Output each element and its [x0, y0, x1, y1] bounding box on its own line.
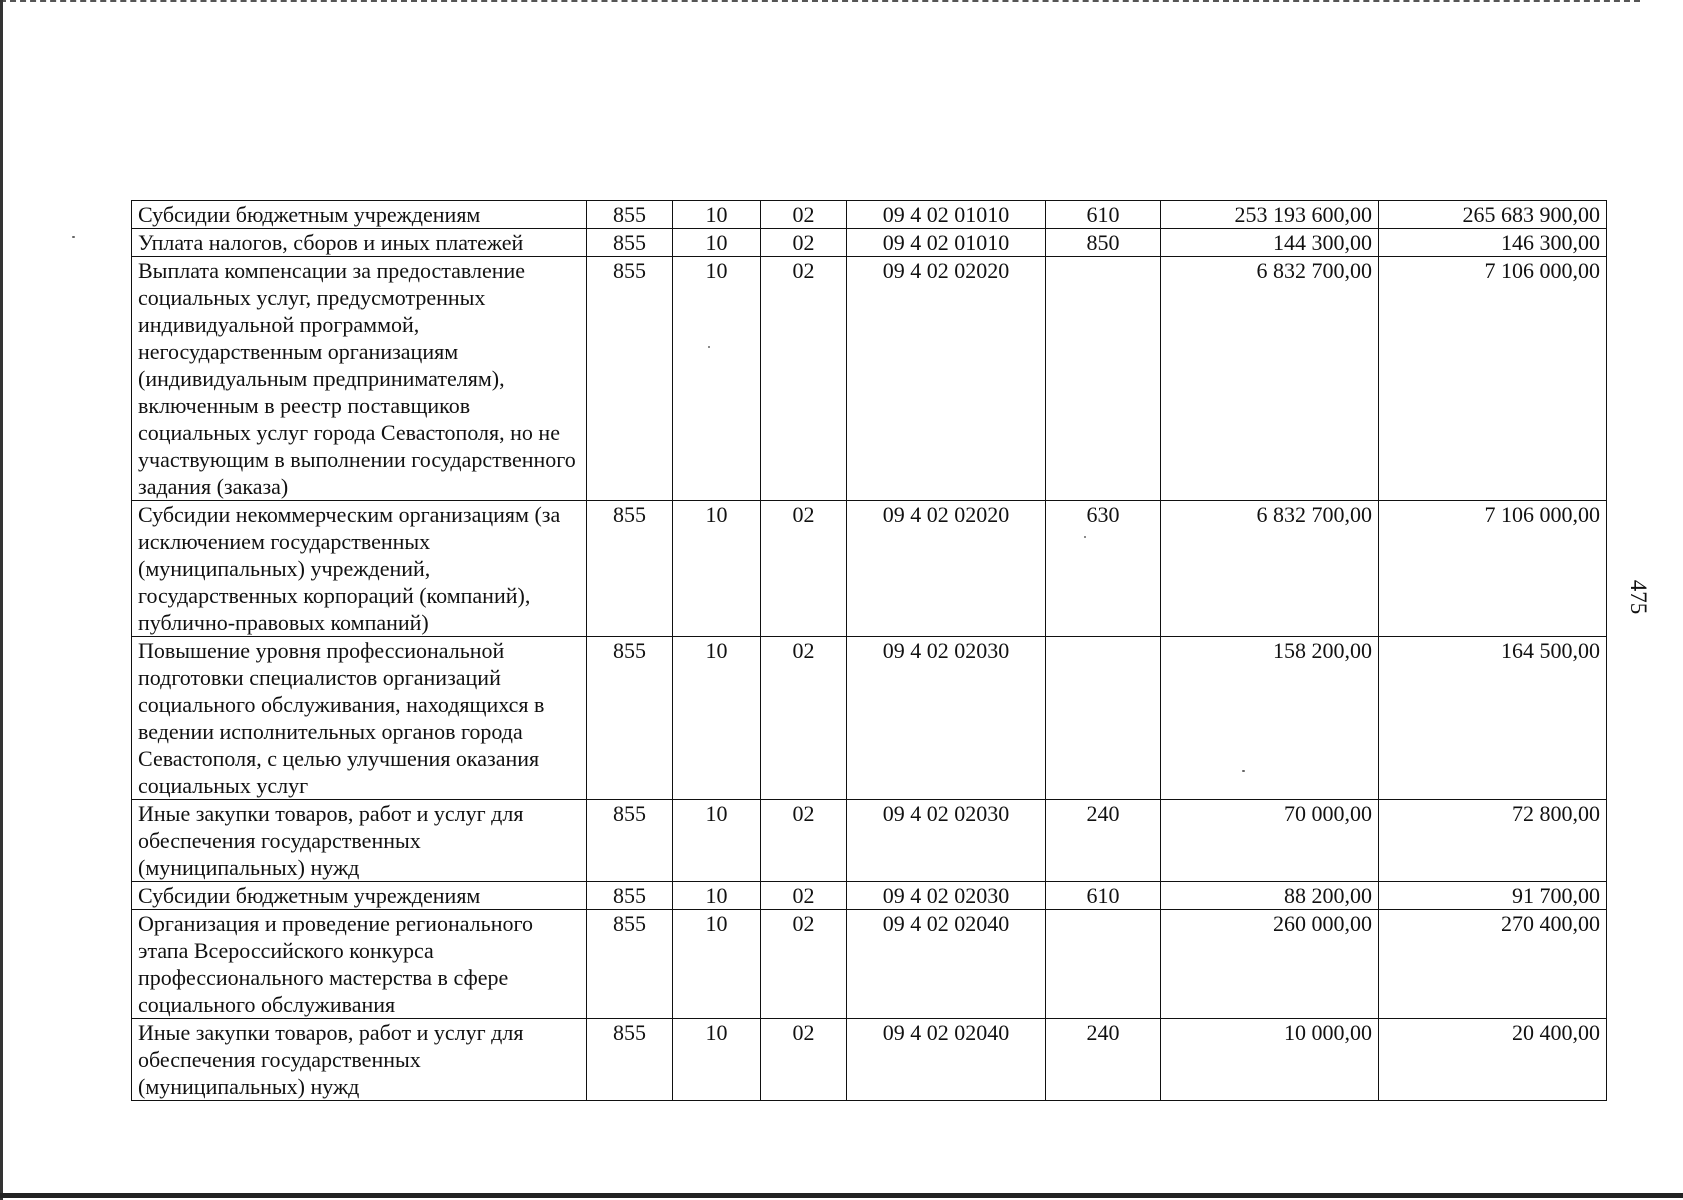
cell-expense-type-code: 850	[1046, 229, 1161, 257]
cell-target-article-code: 09 4 02 02030	[847, 637, 1046, 800]
cell-subsection-code: 02	[761, 257, 847, 501]
cell-target-article-code: 09 4 02 01010	[847, 229, 1046, 257]
cell-expense-type-code: 240	[1046, 1019, 1161, 1101]
scan-border-left	[0, 0, 3, 1200]
cell-target-article-code: 09 4 02 02030	[847, 882, 1046, 910]
cell-expense-name: Субсидии бюджетным учреждениям	[132, 201, 587, 229]
cell-target-article-code: 09 4 02 02040	[847, 910, 1046, 1019]
cell-amount-year-2: 7 106 000,00	[1379, 501, 1607, 637]
cell-section-code: 10	[673, 257, 761, 501]
cell-expense-name: Уплата налогов, сборов и иных платежей	[132, 229, 587, 257]
cell-ministry-code: 855	[587, 501, 673, 637]
cell-target-article-code: 09 4 02 02040	[847, 1019, 1046, 1101]
cell-ministry-code: 855	[587, 882, 673, 910]
budget-table	[131, 200, 1607, 1101]
cell-expense-name: Субсидии некоммерческим организациям (за исключением государственных (муниципальных) учреждений, государственных корпораций (компаний), публично-правовых компаний)	[132, 501, 587, 637]
cell-amount-year-2: 72 800,00	[1379, 800, 1607, 882]
table-row	[132, 501, 1607, 637]
cell-ministry-code: 855	[587, 257, 673, 501]
cell-ministry-code: 855	[587, 1019, 673, 1101]
table-row	[132, 229, 1607, 257]
cell-ministry-code: 855	[587, 201, 673, 229]
cell-amount-year-2: 20 400,00	[1379, 1019, 1607, 1101]
cell-expense-name: Повышение уровня профессиональной подготовки специалистов организаций социального обслуживания, находящихся в ведении исполнительных органов города Севастополя, с целью улучшения оказания социальных услуг	[132, 637, 587, 800]
cell-amount-year-2: 270 400,00	[1379, 910, 1607, 1019]
cell-amount-year-1: 10 000,00	[1161, 1019, 1379, 1101]
cell-section-code: 10	[673, 800, 761, 882]
cell-amount-year-1: 253 193 600,00	[1161, 201, 1379, 229]
table-row	[132, 910, 1607, 1019]
cell-subsection-code: 02	[761, 882, 847, 910]
table-row	[132, 800, 1607, 882]
cell-expense-name: Иные закупки товаров, работ и услуг для обеспечения государственных (муниципальных) нужд	[132, 1019, 587, 1101]
scan-border-top	[0, 0, 1640, 2]
cell-expense-name: Субсидии бюджетным учреждениям	[132, 882, 587, 910]
cell-ministry-code: 855	[587, 910, 673, 1019]
cell-section-code: 10	[673, 1019, 761, 1101]
cell-amount-year-1: 6 832 700,00	[1161, 257, 1379, 501]
cell-expense-name: Организация и проведение регионального этапа Всероссийского конкурса профессионального мастерства в сфере социального обслуживания	[132, 910, 587, 1019]
cell-amount-year-1: 158 200,00	[1161, 637, 1379, 800]
table-row	[132, 1019, 1607, 1101]
cell-section-code: 10	[673, 910, 761, 1019]
cell-expense-type-code: 610	[1046, 201, 1161, 229]
cell-subsection-code: 02	[761, 501, 847, 637]
cell-ministry-code: 855	[587, 637, 673, 800]
cell-expense-type-code	[1046, 637, 1161, 800]
cell-amount-year-1: 6 832 700,00	[1161, 501, 1379, 637]
cell-expense-type-code	[1046, 257, 1161, 501]
cell-expense-type-code: 240	[1046, 800, 1161, 882]
table-row	[132, 257, 1607, 501]
scan-border-bottom	[0, 1193, 1683, 1198]
cell-subsection-code: 02	[761, 229, 847, 257]
cell-amount-year-2: 164 500,00	[1379, 637, 1607, 800]
cell-section-code: 10	[673, 229, 761, 257]
cell-expense-type-code: 610	[1046, 882, 1161, 910]
cell-subsection-code: 02	[761, 800, 847, 882]
cell-section-code: 10	[673, 637, 761, 800]
cell-target-article-code: 09 4 02 02020	[847, 501, 1046, 637]
cell-target-article-code: 09 4 02 02020	[847, 257, 1046, 501]
cell-subsection-code: 02	[761, 1019, 847, 1101]
cell-section-code: 10	[673, 201, 761, 229]
scan-speck	[72, 236, 75, 238]
cell-expense-name: Выплата компенсации за предоставление социальных услуг, предусмотренных индивидуальной программой, негосударственным организациям (индивидуальным предпринимателям), включенным в реестр поставщиков социальных услуг города Севастополя, но не участвующим в выполнении государственного задания (заказа)	[132, 257, 587, 501]
cell-amount-year-1: 70 000,00	[1161, 800, 1379, 882]
cell-subsection-code: 02	[761, 637, 847, 800]
table-row	[132, 201, 1607, 229]
cell-expense-type-code	[1046, 910, 1161, 1019]
page-number: 475	[1626, 579, 1651, 615]
cell-ministry-code: 855	[587, 229, 673, 257]
cell-amount-year-1: 144 300,00	[1161, 229, 1379, 257]
cell-section-code: 10	[673, 882, 761, 910]
cell-ministry-code: 855	[587, 800, 673, 882]
cell-amount-year-2: 91 700,00	[1379, 882, 1607, 910]
cell-amount-year-2: 265 683 900,00	[1379, 201, 1607, 229]
cell-amount-year-2: 146 300,00	[1379, 229, 1607, 257]
cell-section-code: 10	[673, 501, 761, 637]
cell-target-article-code: 09 4 02 02030	[847, 800, 1046, 882]
cell-amount-year-2: 7 106 000,00	[1379, 257, 1607, 501]
cell-amount-year-1: 260 000,00	[1161, 910, 1379, 1019]
table-body	[132, 201, 1607, 1101]
table-row	[132, 637, 1607, 800]
cell-expense-name: Иные закупки товаров, работ и услуг для обеспечения государственных (муниципальных) нужд	[132, 800, 587, 882]
cell-subsection-code: 02	[761, 201, 847, 229]
cell-target-article-code: 09 4 02 01010	[847, 201, 1046, 229]
table-row	[132, 882, 1607, 910]
cell-subsection-code: 02	[761, 910, 847, 1019]
cell-amount-year-1: 88 200,00	[1161, 882, 1379, 910]
cell-expense-type-code: 630	[1046, 501, 1161, 637]
